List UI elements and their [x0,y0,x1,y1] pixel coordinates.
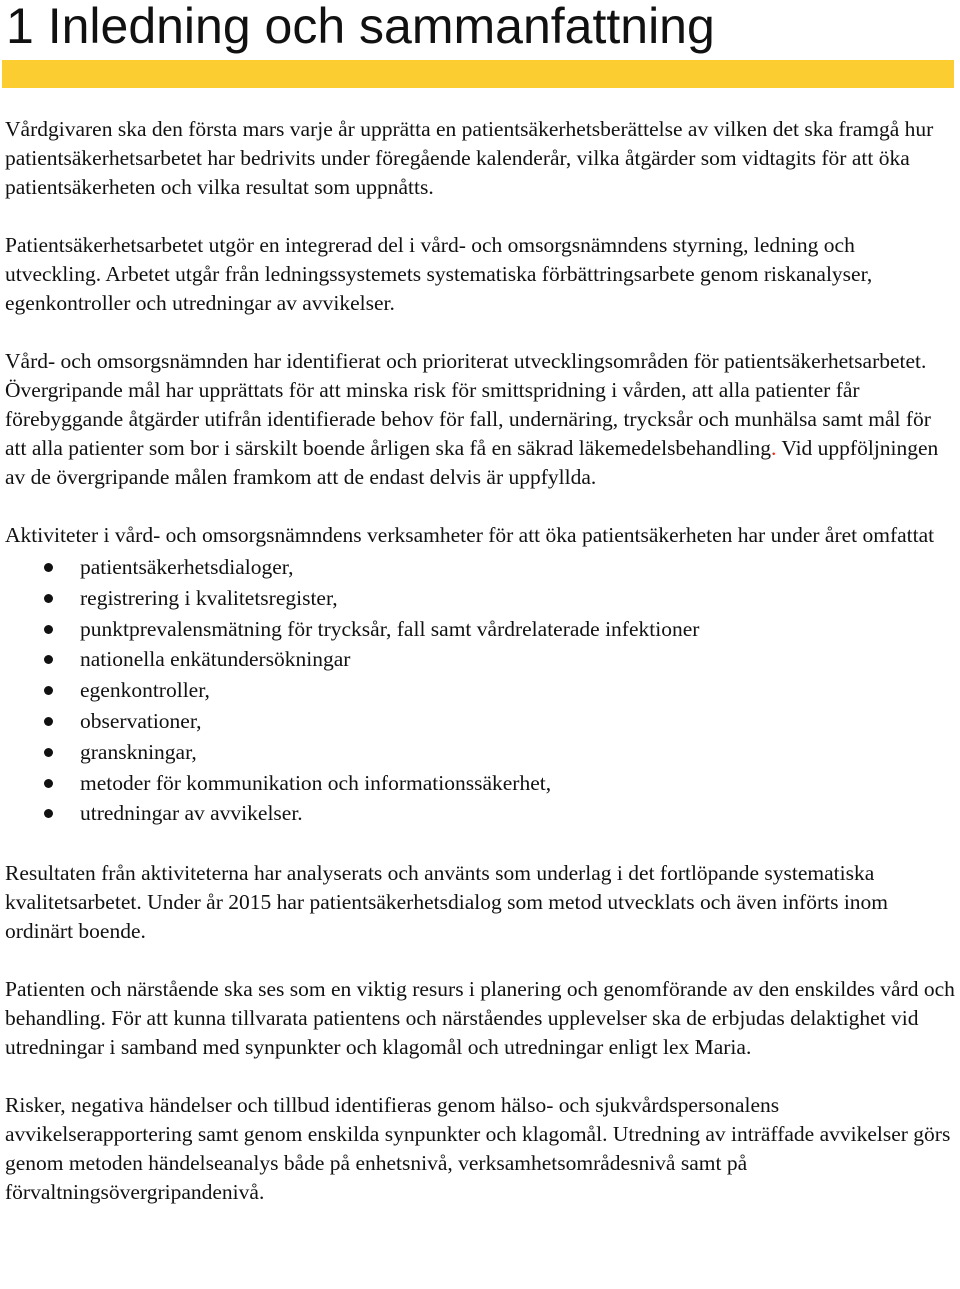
list-item-text: nationella enkätundersökningar [80,647,351,672]
red-period-mark: . [770,436,777,460]
paragraph-activities-intro: Aktiviteter i vård- och omsorgsnämndens verksamheter för att öka patientsäkerheten har under året omfattat [5,523,935,547]
bullet-icon [44,717,53,726]
list-item-text: patientsäkerhetsdialoger, [80,555,294,579]
bullet-icon [44,655,53,664]
list-item-text: metoder för kommunikation och informationssäkerhet, [80,770,552,795]
list-item [5,644,955,675]
paragraph-integration: Patientsäkerhetsarbetet utgör en integrerad del i vård- och omsorgsnämndens styrning, ledning och utveckling. Arbetet utgår från ledningssystemets systematiska förbättringsarbete genom riskanalyser, egenkontroller och utredningar av avvikelser. [5,233,873,315]
list-item [5,706,955,737]
paragraph-results: Resultaten från aktiviteterna har analyserats och använts som underlag i det fortlöpande systematiska kvalitetsarbetet. Under år 2015 har patientsäkerhetsdialog som metod utvecklats och även införts inom ordinärt boende. [5,861,889,944]
list-item-text: egenkontroller, [80,678,210,703]
list-item [5,798,955,829]
list-item-text: observationer, [80,708,202,733]
list-item [5,768,955,799]
bullet-icon [44,779,53,788]
paragraph-goals [5,347,955,492]
document-body [5,115,955,1236]
list-item [5,737,955,768]
bullet-icon [44,809,53,818]
list-item-text: granskningar, [80,739,197,764]
paragraph-intro: Vårdgivaren ska den första mars varje år upprätta en patientsäkerhetsberättelse av vilken det ska framgå hur patientsäkerhetsarbetet har bedrivits under föregående kalenderår, vilka åtgärder som vidtagits för att öka patientsäkerheten och vilka resultat som uppnåtts. [5,117,934,199]
list-item-text: utredningar av avvikelser. [80,801,303,826]
bullet-icon [44,625,53,634]
list-item [5,552,955,583]
paragraph-goals-followup: Vid uppföljningen av de övergripande målen framkom att de endast delvis är uppfyllda. [5,436,939,489]
activities-list [5,552,955,829]
list-item [5,583,955,614]
list-item [5,614,955,645]
bullet-icon [44,748,53,757]
paragraph-risks: Risker, negativa händelser och tillbud identifieras genom hälso- och sjukvårdspersonalens avvikelserapportering samt genom enskilda synpunkter och klagomål. Utredning av inträffade avvikelser görs genom metoden händelseanalys både på enhetsnivå, verksamhetsområdesnivå samt på förvaltningsövergripandenivå. [5,1093,951,1205]
list-item-text: registrering i kvalitetsregister, [80,585,338,610]
list-item-text: punktprevalensmätning för trycksår, fall samt vårdrelaterade infektioner [80,616,700,641]
title-underline-bar [2,60,954,88]
bullet-icon [44,594,53,603]
list-item [5,675,955,706]
bullet-icon [44,686,53,695]
paragraph-patient-involvement: Patienten och närstående ska ses som en viktig resurs i planering och genomförande av den enskildes vård och behandling. För att kunna tillvarata patientens och närståendes upplevelser ska de erbjudas delaktighet vid utredningar i samband med synpunkter och klagomål och utredningar enligt lex Maria. [5,977,955,1060]
paragraph-goals-main: Vård- och omsorgsnämnden har identifierat och prioriterat utvecklingsområden för patientsäkerhetsarbetet. Övergripande mål har upprättats för att minska risk för smittspridning i vården, att alla patienter får förebyggande åtgärder utifrån identifierade behov för fall, undernäring, trycksår och munhälsa samt mål för att alla patienter som bor i särskilt boende årligen ska få en säkrad läkemedelsbehandling [5,349,931,460]
bullet-icon [44,563,53,572]
page-title: 1 Inledning och sammanfattning [6,0,715,54]
